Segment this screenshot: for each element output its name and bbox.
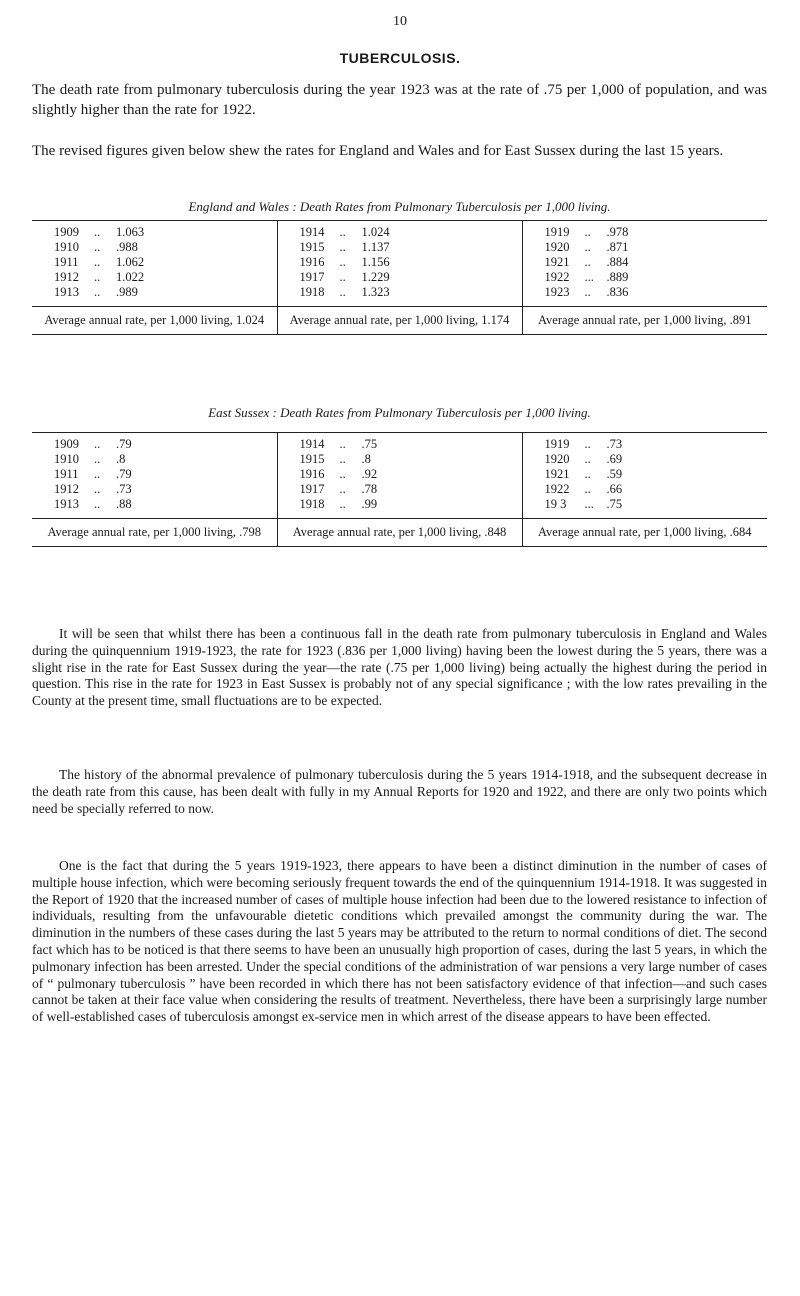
- table-row: 1921 .. .884: [544, 255, 629, 269]
- table-row: 1915 .. 1.137: [299, 240, 390, 254]
- sussex-average-1914-1918: Average annual rate, per 1,000 living, .848: [277, 519, 522, 547]
- sussex-average-1919-1923: Average annual rate, per 1,000 living, .684: [522, 519, 767, 547]
- table-row: 1917 .. .78: [299, 482, 378, 496]
- table-row: 1922 .. .66: [544, 482, 623, 496]
- table-row: 1916 .. 1.156: [299, 255, 390, 269]
- sussex-col-1909-1913: [32, 433, 277, 519]
- table-row: 1911 .. 1.062: [54, 255, 145, 269]
- table-row: 19 3 ... .75: [544, 497, 623, 511]
- table-row: 1912 .. 1.022: [54, 270, 145, 284]
- paragraph-4: The history of the abnormal prevalence of pulmonary tuberculosis during the 5 years 1914-1918, and the subsequent decrease in the death rate from this cause, has been dealt with fully in my Annual Reports for 1920 and 1922, and there are only two points which need be specially referred to now.: [32, 767, 767, 816]
- table-row: 1910 .. .988: [54, 240, 138, 254]
- table-row: 1911 .. .79: [54, 467, 132, 481]
- table-row: 1913 .. .88: [54, 497, 132, 511]
- paragraph-3: It will be seen that whilst there has been a continuous fall in the death rate from pulmonary tuberculosis in England and Wales during the quinquennium 1919-1923, the rate for 1923 (.836 per 1,000 living) having been the lowest during the 5 years, there was a slight rise in the rate for East Sussex during the year—the rate (.75 per 1,000 living) being actually the highest during the period in question. This rise in the rate for 1923 in East Sussex is probably not of any special significance ; with the low rates prevailing in the County at the present time, small fluctuations are to be expected.: [32, 626, 767, 709]
- sussex-averages-row: [32, 519, 767, 547]
- sussex-table-caption: East Sussex : Death Rates from Pulmonary Tuberculosis per 1,000 living.: [208, 405, 591, 420]
- england-averages-row: [32, 307, 767, 335]
- table-row: 1918 .. 1.323: [299, 285, 390, 299]
- table-row: 1920 .. .69: [544, 452, 623, 466]
- table-row: 1919 .. .73: [544, 437, 623, 451]
- paragraph-1: The death rate from pulmonary tuberculosis during the year 1923 was at the rate of .75 per 1,000 of population, and was slightly higher than the rate for 1922.: [32, 82, 767, 118]
- table-row: 1909 .. 1.063: [54, 225, 145, 239]
- table-row: 1918 .. .99: [299, 497, 378, 511]
- table-row: 1914 .. 1.024: [299, 225, 390, 239]
- sussex-years-row: [32, 433, 767, 519]
- section-heading: TUBERCULOSIS.: [339, 50, 461, 66]
- table-row: 1913 .. .989: [54, 285, 138, 299]
- england-average-1919-1923: Average annual rate, per 1,000 living, .891: [522, 307, 767, 335]
- table-row: 1916 .. .92: [299, 467, 378, 481]
- table-row: 1912 .. .73: [54, 482, 132, 496]
- sussex-rates-table: [32, 432, 767, 547]
- england-average-1914-1918: Average annual rate, per 1,000 living, 1.174: [277, 307, 522, 335]
- england-table-caption: England and Wales : Death Rates from Pulmonary Tuberculosis per 1,000 living.: [188, 199, 611, 214]
- table-row: 1921 .. .59: [544, 467, 623, 481]
- england-col-1909-1913: [32, 221, 277, 307]
- england-years-row: [32, 221, 767, 307]
- table-row: 1920 .. .871: [544, 240, 629, 254]
- paragraph-5: One is the fact that during the 5 years 1919-1923, there appears to have been a distinct diminution in the number of cases of multiple house infection, which were becoming seriously frequent towards the end of the quinquennium 1914-1918. It was suggested in the Report of 1920 that the increased number of cases of multiple house infection had been due to the lowered resistance to infection of individuals, resulting from the unfavourable dietetic conditions which prevailed amongst the community during the war. The diminution in the numbers of these cases during the last 5 years may be attributed to the return to normal conditions of diet. The second fact which has to be noticed is that there seems to have been an unusually high proportion of cases, during the last 5 years, in which the pulmonary infection has been arrested. Under the special conditions of the administration of war pensions a very large number of cases of “ pulmonary tuberculosis ” have been recorded in which there has not been satisfactory evidence of that infection—and such cases cannot be taken at their face value when considering the results of treatment. Nevertheless, there have been a surprisingly large number of well-established cases of tuberculosis amongst ex-service men in which arrest of the disease appears to have been effected.: [32, 858, 767, 1025]
- paragraph-2: The revised figures given below shew the rates for England and Wales and for East Sussex during the last 15 years.: [32, 143, 724, 159]
- table-row: 1919 .. .978: [544, 225, 629, 239]
- table-row: 1910 .. .8: [54, 452, 126, 466]
- england-col-1914-1918: [277, 221, 522, 307]
- table-row: 1917 .. 1.229: [299, 270, 390, 284]
- sussex-col-1919-1923: [522, 433, 767, 519]
- table-row: 1914 .. .75: [299, 437, 378, 451]
- table-row: 1915 .. .8: [299, 452, 371, 466]
- table-row: 1909 .. .79: [54, 437, 132, 451]
- england-rates-table: [32, 220, 767, 335]
- page-number: 10: [393, 14, 407, 29]
- sussex-col-1914-1918: [277, 433, 522, 519]
- table-row: 1922 ... .889: [544, 270, 629, 284]
- england-average-1909-1913: Average annual rate, per 1,000 living, 1.024: [32, 307, 277, 335]
- sussex-average-1909-1913: Average annual rate, per 1,000 living, .798: [32, 519, 277, 547]
- england-col-1919-1923: [522, 221, 767, 307]
- table-row: 1923 .. .836: [544, 285, 629, 299]
